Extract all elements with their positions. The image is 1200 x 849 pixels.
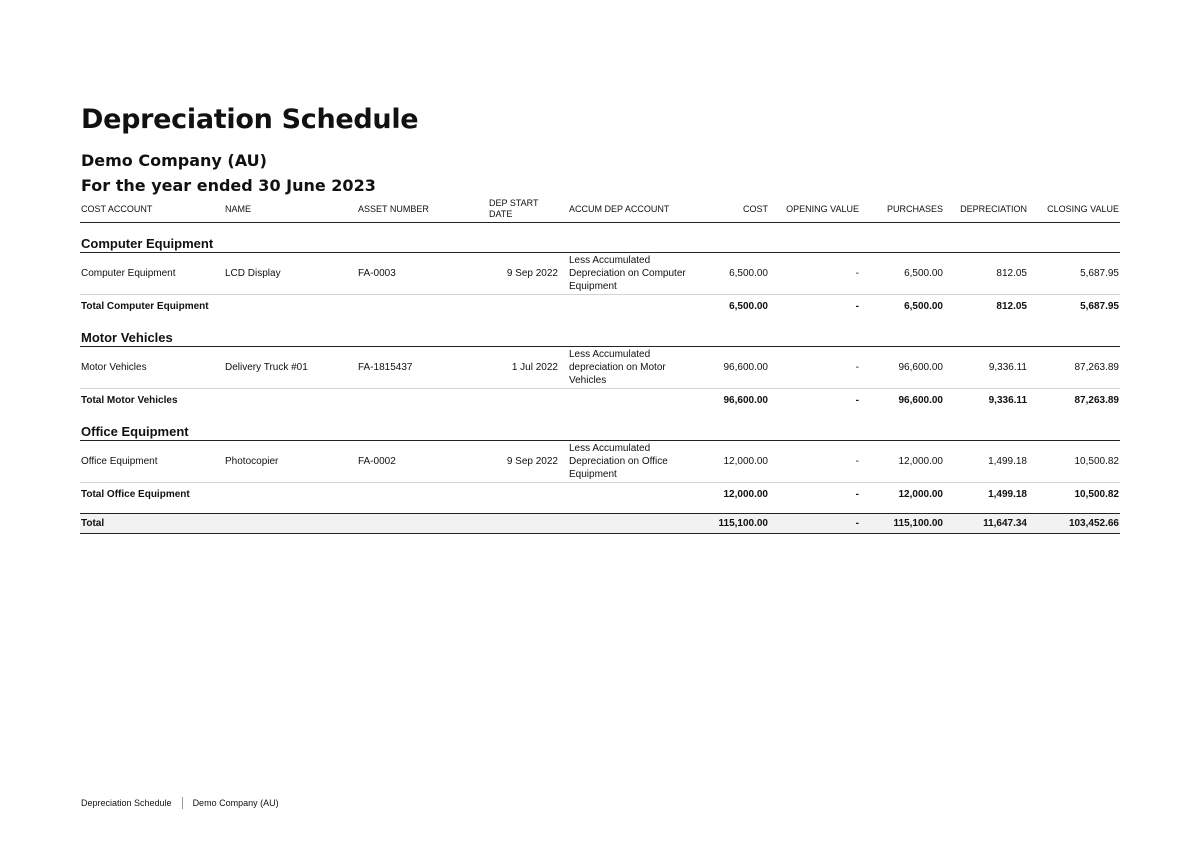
cell-accum-dep-account: Less Accumulated Depreciation on Computer Equipment bbox=[569, 255, 686, 292]
column-header-dep-start-date-line1: DEP START bbox=[489, 198, 539, 208]
grand-total-cost: 115,100.00 bbox=[718, 518, 768, 529]
section-total-label: Total Office Equipment bbox=[81, 488, 190, 500]
cell-name: LCD Display bbox=[225, 268, 281, 279]
total-purchases: 96,600.00 bbox=[898, 394, 943, 406]
total-opening-value: - bbox=[855, 488, 859, 500]
section-total-row bbox=[80, 483, 1120, 505]
column-header-purchases: PURCHASES bbox=[886, 203, 943, 214]
column-header-cost: COST bbox=[742, 203, 768, 214]
cell-asset-number: FA-0003 bbox=[358, 268, 396, 279]
cell-depreciation: 1,499.18 bbox=[988, 456, 1027, 467]
table-row bbox=[80, 441, 1120, 483]
total-opening-value: - bbox=[855, 394, 859, 406]
grand-total-closing-value: 103,452.66 bbox=[1068, 518, 1119, 529]
table-header bbox=[80, 196, 1120, 223]
cell-name: Delivery Truck #01 bbox=[225, 362, 308, 373]
grand-total-row bbox=[80, 513, 1120, 534]
section-total-row bbox=[80, 295, 1120, 317]
cell-dep-start-date: 9 Sep 2022 bbox=[506, 268, 558, 279]
page-footer bbox=[81, 797, 279, 809]
cell-purchases: 12,000.00 bbox=[898, 456, 943, 467]
cell-purchases: 6,500.00 bbox=[904, 268, 943, 279]
table-row bbox=[80, 253, 1120, 295]
cell-opening-value: - bbox=[855, 456, 859, 467]
depreciation-table bbox=[80, 196, 1120, 534]
footer-report-name: Depreciation Schedule bbox=[81, 798, 172, 808]
total-cost: 12,000.00 bbox=[723, 488, 768, 500]
cell-cost: 96,600.00 bbox=[723, 362, 768, 373]
cell-depreciation: 812.05 bbox=[996, 268, 1027, 279]
cell-closing-value: 87,263.89 bbox=[1074, 362, 1119, 373]
section-total-label: Total Motor Vehicles bbox=[81, 394, 178, 406]
section-heading bbox=[80, 223, 1120, 253]
column-header-closing-value: CLOSING VALUE bbox=[1047, 203, 1119, 214]
footer-organisation: Demo Company (AU) bbox=[192, 798, 279, 808]
total-depreciation: 1,499.18 bbox=[988, 488, 1027, 500]
cell-accum-dep-account: Less Accumulated depreciation on Motor Vehicles bbox=[569, 349, 666, 386]
grand-total-label: Total bbox=[81, 518, 105, 529]
grand-total-depreciation: 11,647.34 bbox=[983, 518, 1027, 529]
cell-opening-value: - bbox=[855, 362, 859, 373]
section-heading-text: Computer Equipment bbox=[81, 236, 214, 251]
cell-closing-value: 5,687.95 bbox=[1080, 268, 1119, 279]
cell-purchases: 96,600.00 bbox=[898, 362, 943, 373]
column-header-name: NAME bbox=[225, 203, 252, 214]
page-title: Depreciation Schedule bbox=[81, 104, 419, 135]
grand-total-opening-value: - bbox=[855, 518, 859, 529]
cell-accum-dep-account: Less Accumulated Depreciation on Office Equipment bbox=[569, 443, 668, 480]
total-purchases: 12,000.00 bbox=[898, 488, 943, 500]
report-period: For the year ended 30 June 2023 bbox=[81, 176, 376, 195]
cell-asset-number: FA-0002 bbox=[358, 456, 396, 467]
cell-dep-start-date: 1 Jul 2022 bbox=[511, 362, 558, 373]
cell-closing-value: 10,500.82 bbox=[1074, 456, 1119, 467]
column-header-opening-value: OPENING VALUE bbox=[786, 203, 859, 214]
section-heading-text: Motor Vehicles bbox=[81, 330, 173, 345]
cell-dep-start-date: 9 Sep 2022 bbox=[506, 456, 558, 467]
section-total-row bbox=[80, 389, 1120, 411]
section-total-label: Total Computer Equipment bbox=[81, 300, 209, 312]
organisation-name: Demo Company (AU) bbox=[81, 151, 267, 170]
cell-cost: 12,000.00 bbox=[723, 456, 768, 467]
cell-cost-account: Computer Equipment bbox=[81, 268, 176, 279]
column-header-dep-start-date-line2: DATE bbox=[489, 209, 513, 219]
total-depreciation: 9,336.11 bbox=[988, 394, 1027, 406]
section-heading-text: Office Equipment bbox=[81, 424, 189, 439]
cell-opening-value: - bbox=[855, 268, 859, 279]
cell-asset-number: FA-1815437 bbox=[358, 362, 413, 373]
column-header-accum-dep-account: ACCUM DEP ACCOUNT bbox=[569, 203, 670, 214]
total-closing-value: 10,500.82 bbox=[1074, 488, 1119, 500]
grand-total-purchases: 115,100.00 bbox=[893, 518, 943, 529]
cell-cost-account: Office Equipment bbox=[81, 456, 158, 467]
footer-divider bbox=[182, 797, 183, 809]
cell-name: Photocopier bbox=[225, 456, 279, 467]
column-header-depreciation: DEPRECIATION bbox=[960, 203, 1027, 214]
column-header-asset-number: ASSET NUMBER bbox=[358, 203, 429, 214]
column-header-cost-account: COST ACCOUNT bbox=[81, 203, 153, 214]
total-depreciation: 812.05 bbox=[996, 300, 1027, 312]
total-purchases: 6,500.00 bbox=[904, 300, 943, 312]
total-opening-value: - bbox=[855, 300, 859, 312]
cell-cost: 6,500.00 bbox=[729, 268, 768, 279]
cell-cost-account: Motor Vehicles bbox=[81, 362, 147, 373]
total-closing-value: 5,687.95 bbox=[1080, 300, 1119, 312]
total-cost: 96,600.00 bbox=[723, 394, 768, 406]
column-header-dep-start-date bbox=[472, 198, 568, 220]
table-row bbox=[80, 347, 1120, 389]
cell-depreciation: 9,336.11 bbox=[988, 362, 1027, 373]
section-heading bbox=[80, 411, 1120, 441]
total-closing-value: 87,263.89 bbox=[1074, 394, 1119, 406]
section-heading bbox=[80, 317, 1120, 347]
total-cost: 6,500.00 bbox=[729, 300, 768, 312]
